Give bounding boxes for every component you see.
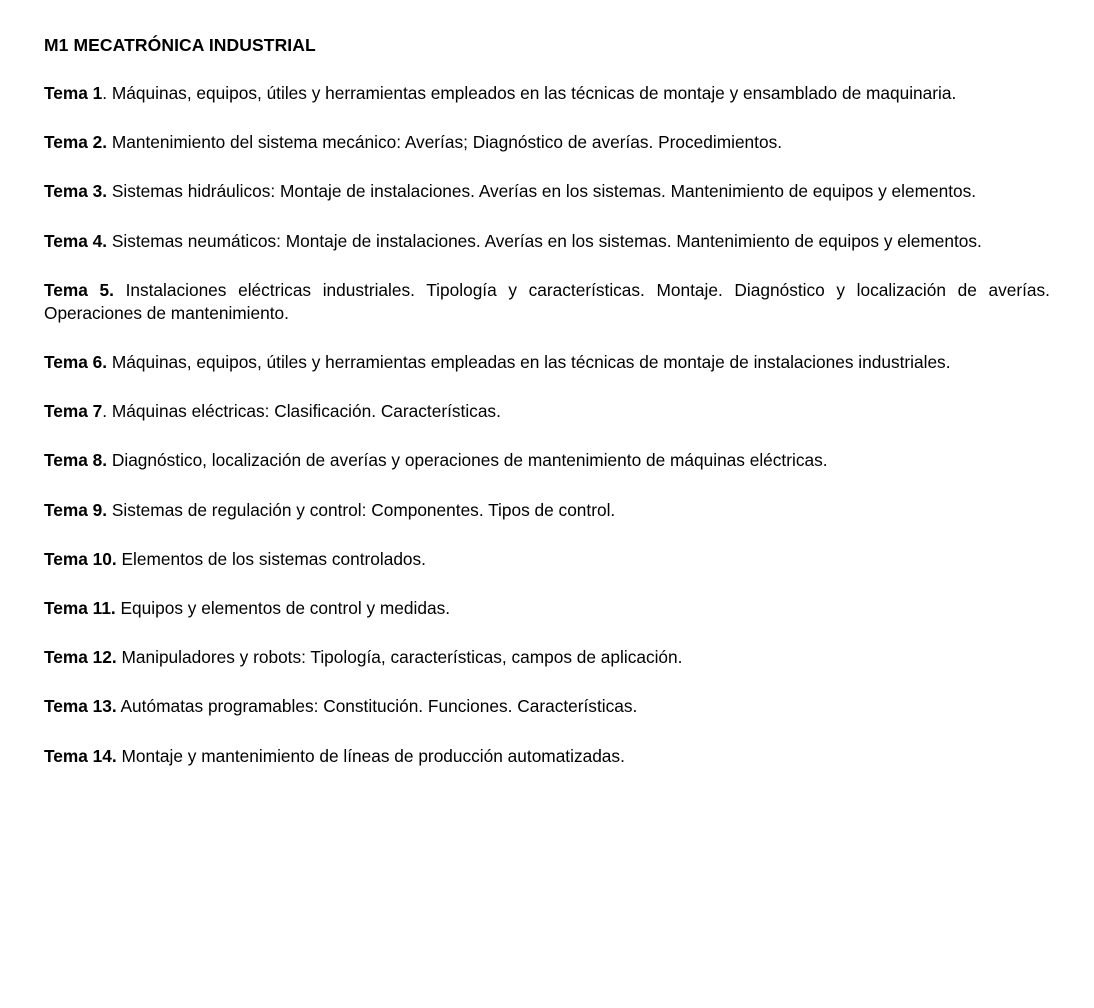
topic-paragraph (44, 82, 1050, 105)
topic-paragraph (44, 131, 1050, 154)
topic-label: Tema 8. (44, 450, 108, 471)
topic-text: Diagnóstico, localización de averías y operaciones de mantenimiento de máquinas eléctricas. (107, 450, 828, 471)
topic-text: Mantenimiento del sistema mecánico: Averías; Diagnóstico de averías. Procedimientos. (107, 132, 783, 153)
topic-paragraph (44, 400, 1050, 423)
topic-label: Tema 2. (44, 132, 108, 153)
topic-text: Equipos y elementos de control y medidas. (115, 597, 451, 618)
topic-text: Sistemas neumáticos: Montaje de instalaciones. Averías en los sistemas. Mantenimiento de equipos y elementos. (107, 230, 982, 251)
topic-paragraph (44, 180, 1050, 203)
topic-separator: . (102, 401, 108, 422)
topic-text: Máquinas eléctricas: Clasificación. Características. (107, 401, 501, 422)
topic-text: Máquinas, equipos, útiles y herramientas empleadas en las técnicas de montaje de instalaciones industriales. (107, 352, 951, 373)
topic-label: Tema 10. (44, 548, 117, 569)
topic-label: Tema 14. (44, 745, 117, 766)
topic-label: Tema 6. (44, 352, 108, 373)
topic-list (44, 82, 1050, 768)
topic-text: Autómatas programables: Constitución. Funciones. Características. (116, 696, 638, 717)
topic-paragraph (44, 230, 1050, 253)
topic-label: Tema 9. (44, 499, 108, 520)
topic-text: Elementos de los sistemas controlados. (116, 548, 426, 569)
topic-paragraph (44, 351, 1050, 374)
topic-paragraph (44, 548, 1050, 571)
topic-paragraph (44, 745, 1050, 768)
topic-paragraph (44, 597, 1050, 620)
topic-label: Tema 4. (44, 230, 108, 251)
topic-text: Montaje y mantenimiento de líneas de producción automatizadas. (116, 745, 625, 766)
topic-separator: . (102, 83, 108, 104)
topic-paragraph (44, 279, 1050, 325)
topic-label: Tema 3. (44, 181, 108, 202)
topic-text: Instalaciones eléctricas industriales. Tipología y características. Montaje. Diagnóstico y localización de averías. Operaciones de mantenimiento. (44, 279, 1050, 323)
topic-label: Tema 11. (44, 597, 116, 618)
topic-label: Tema 7 (44, 401, 103, 422)
topic-label: Tema 12. (44, 647, 117, 668)
topic-text: Sistemas de regulación y control: Componentes. Tipos de control. (107, 499, 616, 520)
topic-paragraph (44, 646, 1050, 669)
page-title: M1 MECATRÓNICA INDUSTRIAL (44, 35, 316, 55)
topic-paragraph (44, 449, 1050, 472)
topic-label: Tema 1 (44, 83, 103, 104)
topic-label: Tema 5. (44, 279, 114, 300)
topic-text: Manipuladores y robots: Tipología, características, campos de aplicación. (116, 647, 683, 668)
topic-text: Sistemas hidráulicos: Montaje de instalaciones. Averías en los sistemas. Mantenimiento de equipos y elementos. (107, 181, 977, 202)
topic-paragraph (44, 695, 1050, 718)
topic-paragraph (44, 499, 1050, 522)
topic-text: Máquinas, equipos, útiles y herramientas empleados en las técnicas de montaje y ensamblado de maquinaria. (107, 83, 957, 104)
topic-label: Tema 13. (44, 696, 117, 717)
